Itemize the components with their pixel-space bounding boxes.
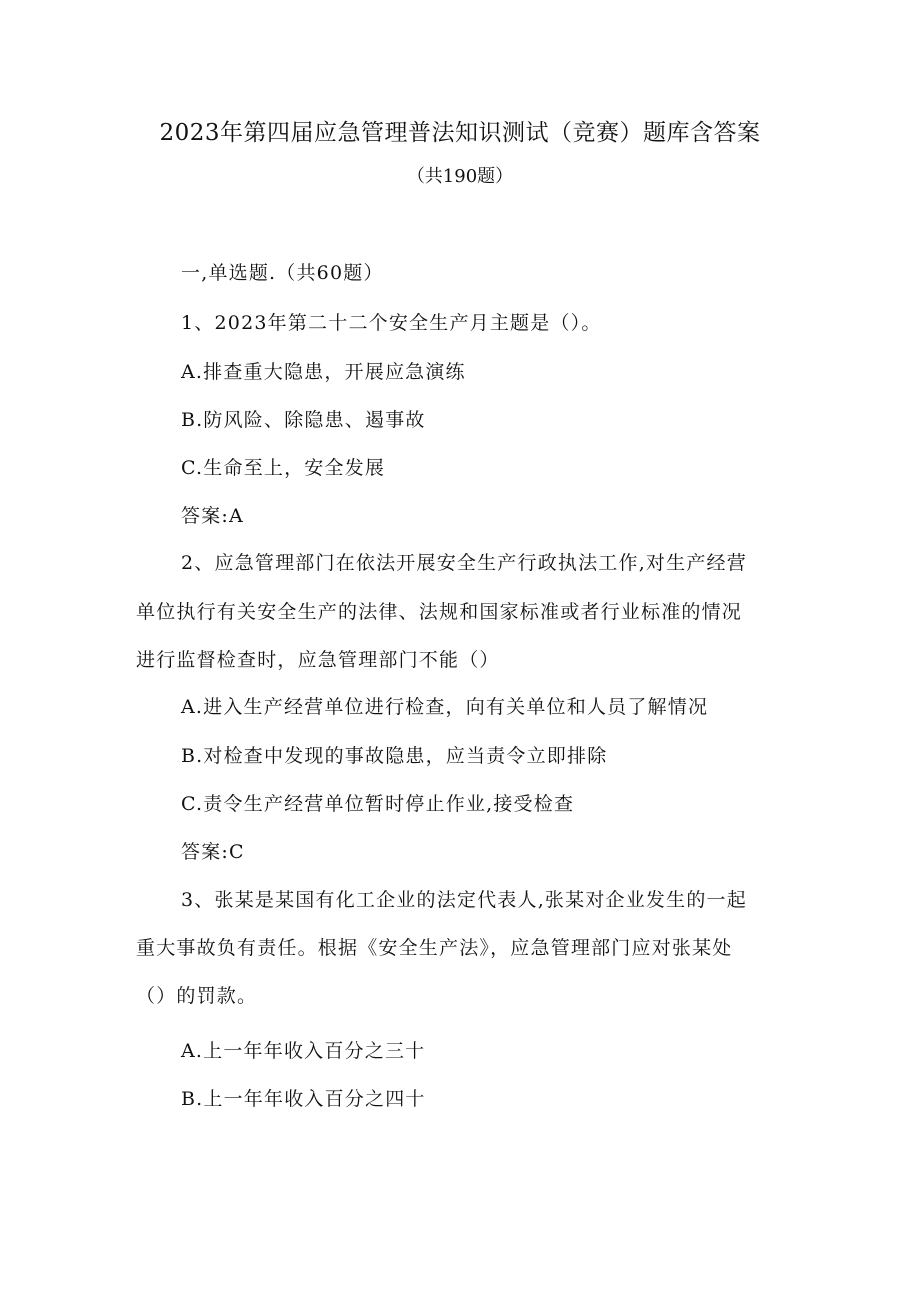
document-title: 2023年第四届应急管理普法知识测试（竞赛）题库含答案 [159,120,761,146]
document-subtitle: （共190题） [406,166,514,187]
question-2-option-c: C.责令生产经营单位暂时停止作业,接受检查 [181,793,575,815]
question-1-option-c: C.生命至上，安全发展 [181,457,386,479]
question-3-option-b: B.上一年年收入百分之四十 [181,1088,426,1110]
question-2-stem-line-2: 单位执行有关安全生产的法律、法规和国家标准或者行业标准的情况 [136,601,743,623]
question-2-option-b: B.对检查中发现的事故隐患，应当责令立即排除 [181,745,608,767]
question-2-answer: 答案:C [181,841,245,863]
question-3-option-a: A.上一年年收入百分之三十 [181,1040,426,1062]
question-1-answer: 答案:A [181,505,244,527]
question-3-stem-line-1: 3、张某是某国有化工企业的法定代表人,张某对企业发生的一起 [181,889,747,911]
question-2-stem-line-1: 2、应急管理部门在依法开展安全生产行政执法工作,对生产经营 [181,552,747,574]
question-2-stem-line-3: 进行监督检查时，应急管理部门不能（） [136,649,500,671]
section-heading: 一,单选题.（共60题） [181,262,384,284]
question-1-option-a: A.排查重大隐患，开展应急演练 [181,361,466,383]
question-3-stem-line-3: （）的罚款。 [136,985,258,1007]
question-3-stem-line-2: 重大事故负有责任。根据《安全生产法》，应急管理部门应对张某处 [136,937,733,959]
question-1-stem: 1、2023年第二十二个安全生产月主题是（）。 [181,312,602,334]
question-1-option-b: B.防风险、除隐患、遏事故 [181,409,426,431]
question-2-option-a: A.进入生产经营单位进行检查，向有关单位和人员了解情况 [181,696,709,718]
